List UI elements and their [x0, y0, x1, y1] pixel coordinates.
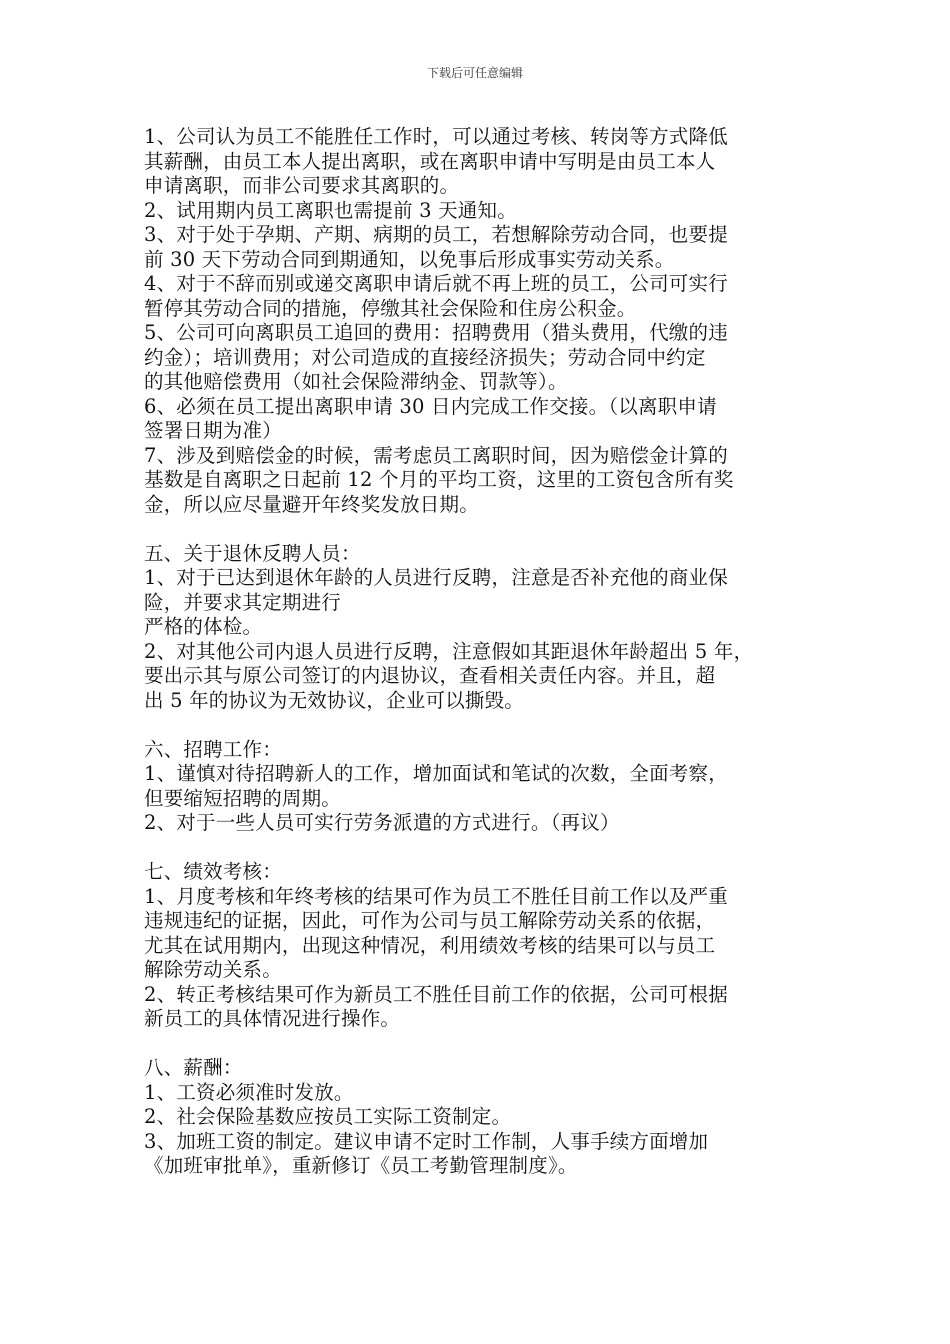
text-line: 1、对于已达到退休年龄的人员进行反聘，注意是否补充他的商业保 [144, 566, 728, 589]
text-line: 3、对于处于孕期、产期、病期的员工，若想解除劳动合同，也要提 [144, 223, 728, 246]
text-line: 但要缩短招聘的周期。 [144, 786, 342, 810]
text-line: 2、转正考核结果可作为新员工不胜任目前工作的依据，公司可根据 [144, 982, 728, 1006]
paragraph-spacer [144, 517, 814, 542]
text-line: 暂停其劳动合同的措施，停缴其社会保险和住房公积金。 [144, 296, 637, 320]
text-line: 3、加班工资的制定。建议申请不定时工作制，人事手续方面增加 [144, 1129, 709, 1153]
text-line: 严格的体检。 [144, 615, 263, 638]
text-line: 六、招聘工作： [144, 737, 282, 761]
text-line: 2、试用期内员工离职也需提前 3 天通知。 [144, 198, 517, 222]
text-line: 其薪酬，由员工本人提出离职，或在离职申请中写明是由员工本人 [144, 149, 716, 173]
text-line: 出 5 年的协议为无效协议，企业可以撕毁。 [144, 688, 525, 712]
text-line: 七、绩效考核： [144, 860, 282, 883]
paragraph-spacer [144, 713, 814, 738]
text-line: 申请离职，而非公司要求其离职的。 [144, 174, 460, 197]
page-header-note: 下载后可任意编辑 [426, 66, 523, 80]
text-line: 基数是自离职之日起前 12 个月的平均工资，这里的工资包含所有奖 [144, 468, 734, 491]
text-line: 新员工的具体情况进行操作。 [144, 1007, 401, 1030]
text-line: 1、公司认为员工不能胜任工作时，可以通过考核、转岗等方式降低 [144, 125, 728, 148]
text-line: 1、月度考核和年终考核的结果可作为员工不胜任目前工作以及严重 [144, 884, 728, 908]
text-line: 2、对于一些人员可实行劳务派遣的方式进行。（再议） [144, 811, 620, 834]
text-line: 五、关于退休反聘人员： [144, 541, 361, 565]
text-line: 1、工资必须准时发放。 [144, 1080, 354, 1104]
text-line: 7、涉及到赔偿金的时候，需考虑员工离职时间，因为赔偿金计算的 [144, 443, 728, 467]
text-line: 签署日期为准） [144, 419, 282, 442]
document-body [144, 125, 814, 1179]
text-line: 金，所以应尽量避开年终奖发放日期。 [144, 492, 479, 516]
text-line: 6、必须在员工提出离职申请 30 日内完成工作交接。（以离职申请 [144, 394, 717, 418]
text-line: 《加班审批单》，重新修订《员工考勤管理制度》。 [144, 1154, 578, 1177]
paragraph-spacer [144, 1032, 814, 1057]
text-line: 5、公司可向离职员工追回的费用：招聘费用（猎头费用，代缴的违 [144, 321, 728, 344]
text-line: 尤其在试用期内，出现这种情况，利用绩效考核的结果可以与员工 [144, 933, 716, 957]
text-line: 违规违纪的证据，因此，可作为公司与员工解除劳动关系的依据， [144, 909, 716, 932]
text-line: 险，并要求其定期进行 [144, 590, 342, 614]
text-line: 约金）；培训费用；对公司造成的直接经济损失；劳动合同中约定 [144, 345, 706, 369]
text-line: 解除劳动关系。 [144, 958, 282, 981]
paragraph-spacer [144, 836, 814, 861]
text-line: 2、对其他公司内退人员进行反聘，注意假如其距退休年龄超出 5 年， [144, 639, 754, 663]
text-line: 八、薪酬： [144, 1056, 243, 1079]
text-line: 4、对于不辞而别或递交离职申请后就不再上班的员工，公司可实行 [144, 272, 728, 295]
text-line: 要出示其与原公司签订的内退协议，查看相关责任内容。并且，超 [144, 664, 716, 687]
text-line: 1、谨慎对待招聘新人的工作，增加面试和笔试的次数，全面考察， [144, 762, 728, 785]
text-line: 2、社会保险基数应按员工实际工资制定。 [144, 1105, 512, 1128]
text-line: 前 30 天下劳动合同到期通知，以免事后形成事实劳动关系。 [144, 247, 675, 271]
text-line: 的其他赔偿费用（如社会保险滞纳金、罚款等）。 [144, 370, 568, 393]
